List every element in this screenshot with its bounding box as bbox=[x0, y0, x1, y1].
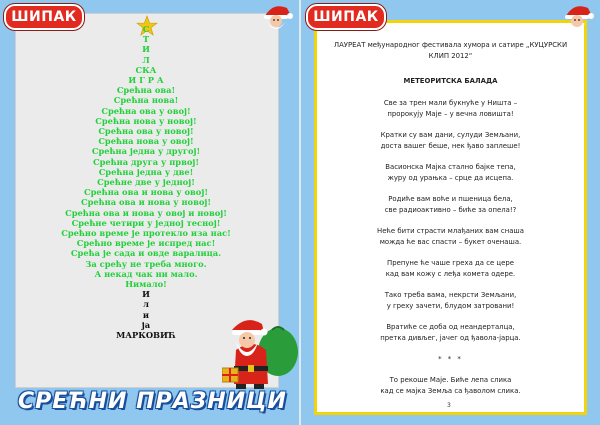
stanza bbox=[317, 130, 584, 152]
stanza bbox=[317, 290, 584, 312]
stanza bbox=[317, 162, 584, 184]
tree-line: Л bbox=[142, 54, 150, 65]
tree-line: Срећа је сада и овде варалица. bbox=[70, 248, 222, 259]
tree-line: Срећна ова и нова у новој! bbox=[80, 197, 212, 208]
stanza-line: Васионска Мајка стално бајке тепа, bbox=[385, 163, 516, 171]
stanza bbox=[317, 194, 584, 216]
logo-text: ШИПАК bbox=[11, 9, 77, 25]
stanza-line: у греху зачети, блудом затровани! bbox=[386, 302, 515, 310]
laureate-intro: ЛАУРЕАТ међународног фестивала хумора и сатире „КУЦУРСКИ КЛИП 2012“ bbox=[333, 41, 568, 60]
tree-line: Срећна нова! bbox=[113, 95, 179, 106]
signature-line: И bbox=[142, 289, 150, 300]
signature-line: и bbox=[142, 309, 150, 320]
logo-text: ШИПАК bbox=[313, 9, 379, 25]
ballad bbox=[317, 40, 584, 407]
stanza-line: Родиће вам воће и пшеница бела, bbox=[388, 195, 513, 203]
signature-line: МАРКОВИЋ bbox=[116, 330, 176, 341]
tree-line: Срећно време је испред нас! bbox=[76, 238, 216, 249]
stanza-line: све радиоактивно – биће за опела!? bbox=[384, 206, 517, 214]
tree-line: Срећна ова и нова у овој и новој! bbox=[65, 207, 227, 218]
tree-line: Срећна једна у другој! bbox=[91, 146, 201, 157]
holiday-banner bbox=[18, 389, 298, 425]
tree-line: Срећне четири у једној тесној! bbox=[71, 217, 221, 228]
tree-line: Срећне две у једној! bbox=[97, 177, 195, 188]
right-page bbox=[301, 0, 600, 425]
closing-line: То рекоше Маје. Биће лепа слика bbox=[389, 376, 512, 384]
santa-head-icon bbox=[560, 2, 596, 32]
stanza-line: можда ће вас спасти – букет оченаша. bbox=[379, 238, 522, 246]
stanza-line: Кратки су вам дани, сулуди Земљани, bbox=[380, 131, 521, 139]
tree-line: Срећно време је протекло иза нас! bbox=[61, 228, 231, 239]
poem-title: МЕТЕОРИТСКА БАЛАДА bbox=[403, 77, 498, 85]
stanza-line: журу од урањка – срце да исцепа. bbox=[387, 174, 514, 182]
tree-line: Срећна једна у две! bbox=[98, 166, 194, 177]
left-page bbox=[0, 0, 299, 425]
stanza bbox=[317, 322, 584, 344]
stanza-line: пророкују Маје – у вечна ловишта! bbox=[387, 110, 514, 118]
tree-line: Срећна ова и нова у овој! bbox=[84, 187, 208, 198]
stanza-line: Вратиће се доба од неандерталца, bbox=[386, 323, 515, 331]
stanza-line: доста вашег беше, нек ђаво заплеше! bbox=[380, 142, 521, 150]
tree-line: И bbox=[142, 44, 150, 55]
stanza-line: Тако треба вама, некрсти Земљани, bbox=[384, 291, 517, 299]
stanza bbox=[317, 98, 584, 120]
tree-line: Срећна друга у првој! bbox=[92, 156, 200, 167]
tree-line: А некад чак ни мало. bbox=[94, 268, 198, 279]
stanza-line: претка дивљег, јачег од ђавола-јарца. bbox=[380, 334, 521, 342]
tree-line: И Г Р А bbox=[128, 75, 164, 86]
signature-line: л bbox=[143, 299, 149, 310]
page-number: 3 bbox=[447, 402, 451, 409]
closing-stanza bbox=[317, 375, 584, 397]
banner-text: СРЕЋНИ ПРАЗНИЦИ bbox=[18, 389, 287, 414]
stanza-line: кад вам кожу с леђа комета одере. bbox=[385, 270, 516, 278]
magazine-logo bbox=[306, 4, 386, 30]
tree-line: Срећна нова у овој! bbox=[98, 136, 194, 147]
closing-line: кад се мајка Земља са ђаволом слика. bbox=[380, 387, 521, 395]
stanza-list bbox=[317, 98, 584, 344]
tree-line: Нимало! bbox=[125, 279, 167, 290]
tree-line: За срећу не треба много. bbox=[85, 258, 207, 269]
tree-line: Срећна ова у овој! bbox=[101, 105, 191, 116]
stanza-line: Препуне ће чаше греха да се цере bbox=[387, 259, 514, 267]
separator-text: * * * bbox=[438, 355, 463, 363]
tree-line: Т bbox=[142, 34, 150, 45]
stanza-line: Неће бити страсти млађаних вам снаша bbox=[377, 227, 524, 235]
santa-with-sack-icon bbox=[222, 310, 299, 390]
tree-line: Срећна ова! bbox=[116, 85, 176, 96]
tree-line: Срећна нова у новој! bbox=[95, 115, 197, 126]
signature-line: ја bbox=[141, 319, 151, 330]
tree-line: Срећна ова у новој! bbox=[98, 126, 194, 137]
stanza bbox=[317, 226, 584, 248]
poem-tree bbox=[15, 24, 277, 340]
tree-line: С bbox=[142, 24, 150, 34]
stanza bbox=[317, 258, 584, 280]
stanza-line: Све за трен мали букнуће у Ништа – bbox=[383, 99, 518, 107]
tree-line: СКА bbox=[135, 64, 157, 75]
stanza-separator bbox=[317, 354, 584, 365]
